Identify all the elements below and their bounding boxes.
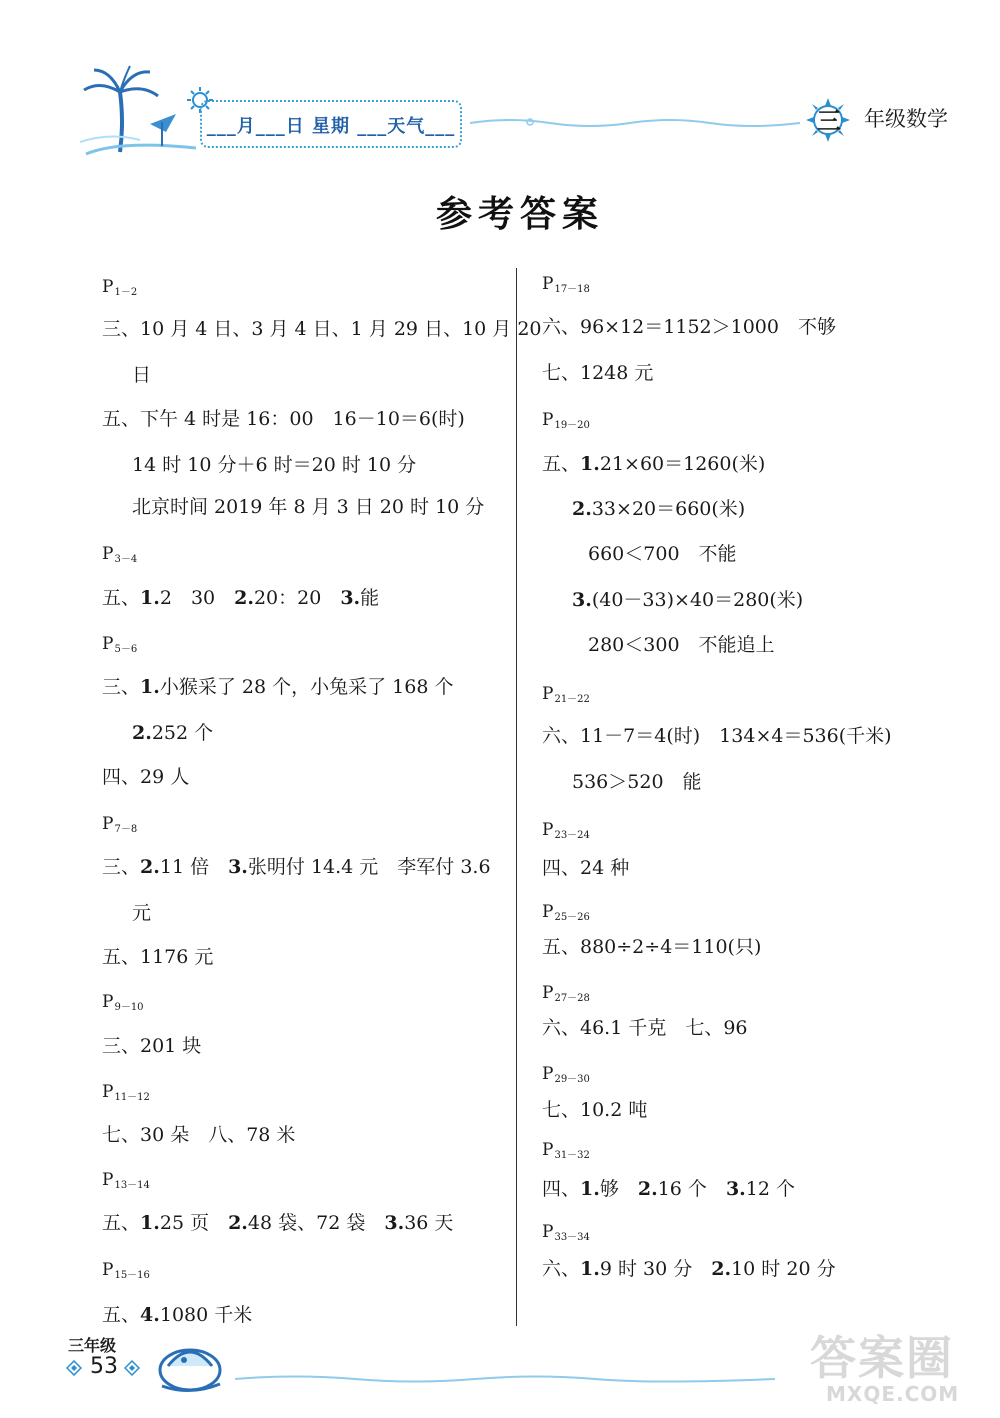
page-range-numbers: 25－26 xyxy=(554,912,590,923)
page-range-p: P xyxy=(542,983,554,1003)
page-range-numbers: 11－12 xyxy=(114,1092,150,1103)
date-weather-box xyxy=(200,100,462,148)
answer-line xyxy=(102,589,379,608)
question-number: 3. xyxy=(725,1178,746,1200)
answer-line xyxy=(542,938,761,957)
question-number: 2. xyxy=(140,856,160,878)
page-range-heading xyxy=(102,994,144,1011)
footer-grade-label: 三年级 xyxy=(68,1336,117,1355)
answer-text: 四、29 人 xyxy=(102,766,190,788)
question-number: 2. xyxy=(132,722,152,744)
page-range-p: P xyxy=(102,1170,114,1190)
answer-text: 七、10.2 吨 xyxy=(542,1099,648,1121)
question-number: 3. xyxy=(228,856,248,878)
answer-text: 能 xyxy=(360,587,380,609)
page-range-numbers: 1－2 xyxy=(114,287,138,298)
answer-text: 10 时 20 分 xyxy=(731,1258,836,1280)
answer-text: 六、 xyxy=(542,1258,581,1280)
column-divider xyxy=(516,268,517,1326)
answer-line xyxy=(572,500,745,519)
answer-text: 536＞520 能 xyxy=(572,771,702,793)
header-wave-line xyxy=(470,115,800,129)
page-title: 参考答案 xyxy=(435,194,604,235)
answer-line xyxy=(102,768,189,787)
page-range-p: P xyxy=(102,1082,114,1102)
page-range-heading xyxy=(102,546,137,563)
question-number: 2. xyxy=(234,587,254,609)
page-range-p: P xyxy=(542,1064,554,1084)
answer-text: 元 xyxy=(132,902,152,924)
page-range-numbers: 15－16 xyxy=(114,1270,150,1281)
page-range-heading xyxy=(542,904,590,921)
answer-text: 五、 xyxy=(542,453,581,475)
page-range-heading xyxy=(542,276,590,293)
answer-line xyxy=(542,455,765,474)
answer-line xyxy=(102,1214,453,1233)
page-range-p: P xyxy=(542,1140,554,1160)
question-number: 3. xyxy=(340,587,361,609)
page-range-p: P xyxy=(542,902,554,922)
answer-line xyxy=(102,858,491,877)
grade-subject-label: 年级数学 xyxy=(864,107,948,131)
answer-text: 三、201 块 xyxy=(102,1035,202,1057)
answer-line xyxy=(102,410,465,429)
answer-text: 四、24 种 xyxy=(542,857,630,879)
question-number: 4. xyxy=(140,1304,160,1326)
answer-text: 七、1248 元 xyxy=(542,362,654,384)
page-range-heading xyxy=(102,816,137,833)
page-range-heading xyxy=(542,412,590,429)
answer-line xyxy=(588,636,775,655)
page-number: 53 xyxy=(90,1354,118,1379)
answer-text: 五、 xyxy=(102,587,141,609)
answer-text: 660＜700 不能 xyxy=(588,543,737,565)
answer-text: 张明付 14.4 元 李军付 3.6 xyxy=(247,856,491,878)
answer-line xyxy=(542,727,892,746)
answer-line xyxy=(132,904,151,923)
page-range-numbers: 9－10 xyxy=(114,1002,144,1013)
page-range-numbers: 27－28 xyxy=(554,993,590,1004)
answer-text: 五、 xyxy=(102,1304,141,1326)
answer-line xyxy=(102,1126,295,1145)
question-number: 1. xyxy=(580,1258,600,1280)
page-range-p: P xyxy=(542,684,554,704)
page-range-p: P xyxy=(542,1222,554,1242)
answer-line xyxy=(102,320,542,339)
question-number: 1. xyxy=(580,453,600,475)
page-range-p: P xyxy=(542,820,554,840)
page-range-numbers: 13－14 xyxy=(114,1180,150,1191)
page-range-heading xyxy=(102,279,137,296)
answer-line xyxy=(542,1180,795,1199)
answer-text: 三、 xyxy=(102,676,141,698)
answer-line xyxy=(132,366,151,385)
footer-wave-line xyxy=(235,1372,775,1386)
page-range-heading xyxy=(542,1224,590,1241)
answer-text: 21×60＝1260(米) xyxy=(599,453,766,475)
page-range-heading xyxy=(102,1262,150,1279)
page-range-heading xyxy=(542,1142,590,1159)
answer-line xyxy=(102,678,453,697)
question-number: 2. xyxy=(572,498,592,520)
answer-text: 四、 xyxy=(542,1178,581,1200)
shell-illustration xyxy=(150,1320,230,1400)
answer-text: 七、30 朵 八、78 米 xyxy=(102,1124,296,1146)
answer-text: 11 倍 xyxy=(159,856,229,878)
page-range-heading xyxy=(542,822,590,839)
answer-text: 1080 千米 xyxy=(159,1304,253,1326)
answer-text: 12 个 xyxy=(745,1178,795,1200)
question-number: 3. xyxy=(384,1212,405,1234)
question-number: 1. xyxy=(580,1178,600,1200)
answer-line xyxy=(132,724,213,743)
watermark-url: MXQE.COM xyxy=(826,1382,960,1406)
page-range-p: P xyxy=(102,992,114,1012)
page-range-p: P xyxy=(102,634,114,654)
diamond-ornament-icon xyxy=(66,1360,82,1376)
answer-text: 六、11－7＝4(时) 134×4＝536(千米) xyxy=(542,725,892,747)
question-number: 1. xyxy=(140,1212,160,1234)
page-range-heading xyxy=(102,1172,150,1189)
page-range-p: P xyxy=(102,544,114,564)
answer-line xyxy=(542,364,653,383)
question-number: 3. xyxy=(572,589,592,611)
page-range-p: P xyxy=(102,814,114,834)
answer-text: 北京时间 2019 年 8 月 3 日 20 时 10 分 xyxy=(132,496,485,518)
answer-text: 25 页 xyxy=(159,1212,229,1234)
page-range-numbers: 5－6 xyxy=(114,644,138,655)
page-range-p: P xyxy=(102,1260,114,1280)
answer-text: 六、46.1 千克 七、96 xyxy=(542,1017,748,1039)
question-number: 1. xyxy=(140,676,160,698)
answer-text: 五、880÷2÷4＝110(只) xyxy=(542,936,762,958)
answer-line xyxy=(542,1101,647,1120)
answer-text: 280＜300 不能追上 xyxy=(588,634,775,656)
question-number: 2. xyxy=(228,1212,248,1234)
page-range-numbers: 33－34 xyxy=(554,1232,590,1243)
answer-line xyxy=(572,591,803,610)
answer-line xyxy=(132,498,484,517)
answer-text: 36 天 xyxy=(404,1212,454,1234)
answer-text: 六、96×12＝1152＞1000 不够 xyxy=(542,316,836,338)
answer-line xyxy=(542,859,629,878)
page-range-numbers: 17－18 xyxy=(554,284,590,295)
answer-text: 够 xyxy=(599,1178,638,1200)
answer-text: 五、下午 4 时是 16：00 16－10＝6(时) xyxy=(102,408,465,430)
page-range-numbers: 7－8 xyxy=(114,824,138,835)
page-range-numbers: 23－24 xyxy=(554,830,590,841)
answer-text: 252 个 xyxy=(151,722,214,744)
page-range-numbers: 21－22 xyxy=(554,694,590,705)
page-range-heading xyxy=(542,985,590,1002)
page-range-numbers: 19－20 xyxy=(554,420,590,431)
answer-line xyxy=(588,545,737,564)
page-range-heading xyxy=(102,636,137,653)
grade-number: 三 xyxy=(817,106,841,135)
page-range-numbers: 3－4 xyxy=(114,554,138,565)
answer-line xyxy=(102,948,213,967)
date-weather-text: ___月___日 星期 ___天气___ xyxy=(206,116,456,137)
answer-line xyxy=(542,1260,836,1279)
answer-text: 16 个 xyxy=(657,1178,726,1200)
answer-text: 20：20 xyxy=(253,587,341,609)
page-range-heading xyxy=(542,1066,590,1083)
answer-text: 五、1176 元 xyxy=(102,946,214,968)
answer-text: 日 xyxy=(132,364,152,386)
answer-line xyxy=(102,1037,201,1056)
page-range-numbers: 29－30 xyxy=(554,1074,590,1085)
answer-text: 五、 xyxy=(102,1212,141,1234)
answer-line xyxy=(132,456,416,475)
answer-text: 14 时 10 分＋6 时＝20 时 10 分 xyxy=(132,454,417,476)
answer-text: 33×20＝660(米) xyxy=(591,498,746,520)
palm-tree-beach-illustration xyxy=(80,62,200,157)
page-range-heading xyxy=(542,686,590,703)
page-range-numbers: 31－32 xyxy=(554,1150,590,1161)
answer-text: 48 袋、72 袋 xyxy=(247,1212,385,1234)
watermark-logo-text: 答案圈 xyxy=(810,1331,954,1385)
answer-text: 三、 xyxy=(102,856,141,878)
answer-text: 三、10 月 4 日、3 月 4 日、1 月 29 日、10 月 20 xyxy=(102,318,542,340)
answer-text: 小猴采了 28 个，小兔采了 168 个 xyxy=(159,676,454,698)
answer-line xyxy=(572,773,702,792)
page-range-heading xyxy=(102,1084,150,1101)
page-range-p: P xyxy=(542,410,554,430)
answer-line xyxy=(542,318,836,337)
answer-text: 9 时 30 分 xyxy=(599,1258,712,1280)
question-number: 1. xyxy=(140,587,160,609)
page-range-p: P xyxy=(102,277,114,297)
question-number: 2. xyxy=(637,1178,658,1200)
page-range-p: P xyxy=(542,274,554,294)
answer-text: (40－33)×40＝280(米) xyxy=(591,589,804,611)
answer-line xyxy=(542,1019,748,1038)
answer-text: 2 30 xyxy=(159,587,235,609)
diamond-ornament-icon xyxy=(124,1360,140,1376)
question-number: 2. xyxy=(711,1258,732,1280)
